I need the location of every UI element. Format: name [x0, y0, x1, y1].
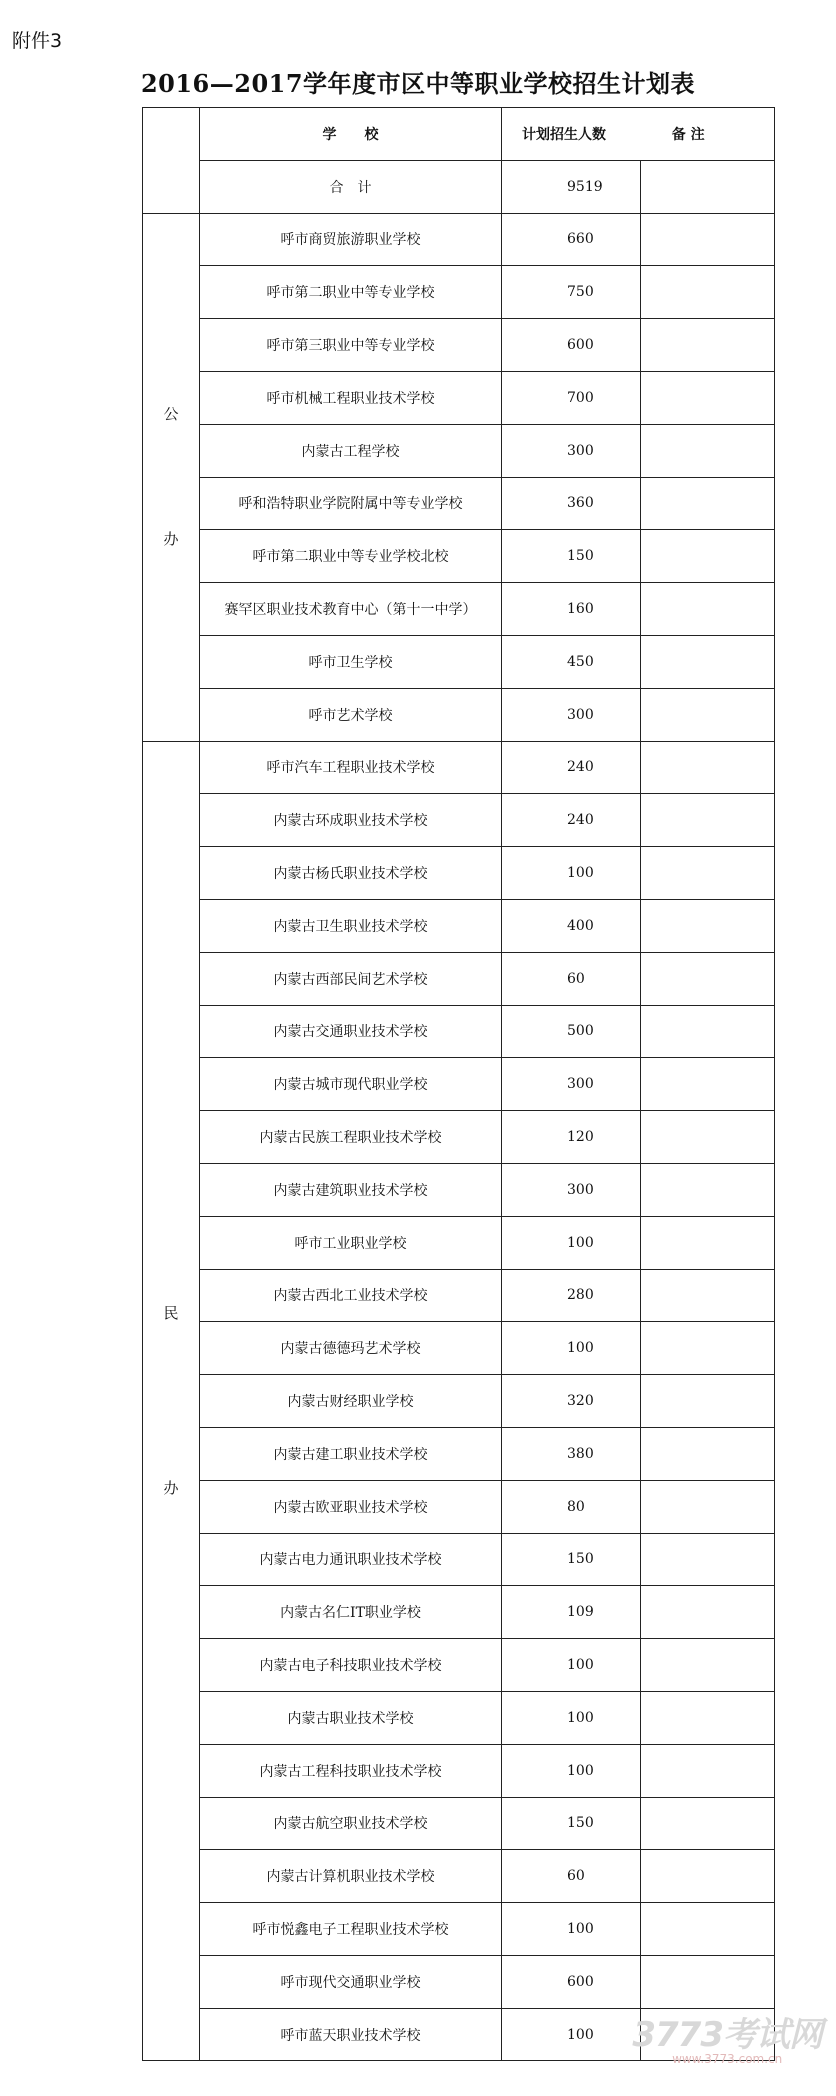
school-name-cell: 呼市第三职业中等专业学校 [200, 319, 502, 372]
plan-count-cell: 100 [502, 1903, 641, 1956]
plan-count-cell: 400 [502, 899, 641, 952]
plan-count-cell: 100 [502, 1216, 641, 1269]
table-row [143, 1058, 775, 1111]
note-cell [641, 1375, 775, 1428]
plan-count-cell: 109 [502, 1586, 641, 1639]
plan-count-cell: 380 [502, 1427, 641, 1480]
note-cell [641, 899, 775, 952]
table-row [143, 1216, 775, 1269]
table-row [143, 1269, 775, 1322]
table-row [143, 266, 775, 319]
plan-count-cell: 750 [502, 266, 641, 319]
header-category-cell [143, 108, 200, 214]
table-row [143, 899, 775, 952]
table-row [143, 1480, 775, 1533]
total-note [641, 160, 775, 213]
note-cell [641, 1903, 775, 1956]
plan-count-cell: 600 [502, 1955, 641, 2008]
note-cell [641, 952, 775, 1005]
table-row [143, 424, 775, 477]
plan-count-cell: 100 [502, 847, 641, 900]
note-cell [641, 1058, 775, 1111]
school-name-cell: 内蒙古建筑职业技术学校 [200, 1163, 502, 1216]
private-category-char-1: 民 [163, 1304, 179, 1323]
school-name-cell: 赛罕区职业技术教育中心（第十一中学） [200, 583, 502, 636]
table-row [143, 1850, 775, 1903]
school-name-cell: 内蒙古建工职业技术学校 [200, 1427, 502, 1480]
school-name-cell: 内蒙古城市现代职业学校 [200, 1058, 502, 1111]
table-row [143, 1111, 775, 1164]
plan-count-cell: 100 [502, 2008, 641, 2061]
plan-count-cell: 300 [502, 688, 641, 741]
table-row [143, 847, 775, 900]
school-name-cell: 呼市卫生学校 [200, 635, 502, 688]
school-name-cell: 呼和浩特职业学院附属中等专业学校 [200, 477, 502, 530]
plan-count-cell: 700 [502, 371, 641, 424]
school-name-cell: 内蒙古环成职业技术学校 [200, 794, 502, 847]
note-cell [641, 477, 775, 530]
table-row [143, 1744, 775, 1797]
watermark-url: www.3773.com.cn [672, 2052, 783, 2066]
private-category-cell [143, 741, 200, 2061]
table-row [143, 371, 775, 424]
note-cell [641, 371, 775, 424]
plan-count-cell: 60 [502, 1850, 641, 1903]
table-row [143, 1533, 775, 1586]
watermark-logo: 3773考试网 [632, 2015, 822, 2055]
note-cell [641, 1850, 775, 1903]
table-row [143, 1955, 775, 2008]
table-row [143, 1797, 775, 1850]
plan-count-cell: 660 [502, 213, 641, 266]
plan-count-cell: 280 [502, 1269, 641, 1322]
school-name-cell: 呼市艺术学校 [200, 688, 502, 741]
table-row [143, 477, 775, 530]
plan-count-cell: 80 [502, 1480, 641, 1533]
note-cell [641, 1216, 775, 1269]
total-value: 9519 [502, 160, 641, 213]
plan-count-cell: 240 [502, 794, 641, 847]
header-plan-note [502, 108, 775, 161]
table-row [143, 1375, 775, 1428]
table-row [143, 952, 775, 1005]
school-name-cell: 呼市商贸旅游职业学校 [200, 213, 502, 266]
note-cell [641, 847, 775, 900]
school-name-cell: 内蒙古财经职业学校 [200, 1375, 502, 1428]
school-name-cell: 内蒙古西北工业技术学校 [200, 1269, 502, 1322]
table-row [143, 688, 775, 741]
school-name-cell: 内蒙古工程学校 [200, 424, 502, 477]
school-name-cell: 呼市悦鑫电子工程职业技术学校 [200, 1903, 502, 1956]
plan-count-cell: 100 [502, 1322, 641, 1375]
note-cell [641, 635, 775, 688]
note-cell [641, 530, 775, 583]
note-cell [641, 1955, 775, 2008]
school-name-cell: 内蒙古计算机职业技术学校 [200, 1850, 502, 1903]
note-cell [641, 1691, 775, 1744]
plan-count-cell: 150 [502, 1797, 641, 1850]
note-cell [641, 583, 775, 636]
plan-count-cell: 320 [502, 1375, 641, 1428]
table-row [143, 1163, 775, 1216]
note-cell [641, 1427, 775, 1480]
plan-count-cell: 300 [502, 1163, 641, 1216]
plan-count-cell: 150 [502, 530, 641, 583]
school-name-cell: 呼市蓝天职业技术学校 [200, 2008, 502, 2061]
plan-count-cell: 120 [502, 1111, 641, 1164]
note-cell [641, 1639, 775, 1692]
plan-count-cell: 100 [502, 1639, 641, 1692]
plan-count-cell: 450 [502, 635, 641, 688]
plan-count-cell: 500 [502, 1005, 641, 1058]
note-cell [641, 1111, 775, 1164]
note-cell [641, 319, 775, 372]
plan-count-cell: 240 [502, 741, 641, 794]
school-name-cell: 呼市机械工程职业技术学校 [200, 371, 502, 424]
total-label: 合 计 [200, 160, 502, 213]
school-name-cell: 内蒙古工程科技职业技术学校 [200, 1744, 502, 1797]
table-row [143, 1639, 775, 1692]
note-cell [641, 213, 775, 266]
plan-count-cell: 300 [502, 1058, 641, 1111]
plan-count-cell: 100 [502, 1691, 641, 1744]
note-cell [641, 1005, 775, 1058]
header-note: 备 注 [671, 126, 705, 143]
plan-count-cell: 600 [502, 319, 641, 372]
table-row [143, 213, 775, 266]
plan-count-cell: 360 [502, 477, 641, 530]
public-category-cell [143, 213, 200, 741]
school-name-cell: 呼市现代交通职业学校 [200, 1955, 502, 2008]
plan-count-cell: 60 [502, 952, 641, 1005]
note-cell [641, 424, 775, 477]
table-row [143, 1586, 775, 1639]
school-name-cell: 呼市第二职业中等专业学校北校 [200, 530, 502, 583]
public-category-char-2: 办 [163, 530, 179, 549]
enrollment-plan-table [142, 107, 775, 2061]
note-cell [641, 688, 775, 741]
school-name-cell: 内蒙古杨氏职业技术学校 [200, 847, 502, 900]
table-row [143, 530, 775, 583]
table-row [143, 583, 775, 636]
public-category-char-1: 公 [163, 405, 179, 424]
note-cell [641, 1744, 775, 1797]
table-row [143, 1903, 775, 1956]
header-plan: 计划招生人数 [522, 126, 606, 143]
header-school: 学 校 [200, 108, 502, 161]
school-name-cell: 内蒙古欧亚职业技术学校 [200, 1480, 502, 1533]
watermark [632, 2007, 822, 2066]
attachment-label: 附件3 [12, 30, 63, 52]
school-name-cell: 内蒙古名仁IT职业学校 [200, 1586, 502, 1639]
header-row [143, 108, 775, 161]
school-name-cell: 内蒙古西部民间艺术学校 [200, 952, 502, 1005]
table-row [143, 1427, 775, 1480]
school-name-cell: 内蒙古航空职业技术学校 [200, 1797, 502, 1850]
total-row [143, 160, 775, 213]
table-row [143, 1005, 775, 1058]
note-cell [641, 1586, 775, 1639]
school-name-cell: 内蒙古职业技术学校 [200, 1691, 502, 1744]
private-category-char-2: 办 [163, 1479, 179, 1498]
school-name-cell: 呼市工业职业学校 [200, 1216, 502, 1269]
plan-count-cell: 160 [502, 583, 641, 636]
school-name-cell: 内蒙古德德玛艺术学校 [200, 1322, 502, 1375]
note-cell [641, 266, 775, 319]
plan-count-cell: 300 [502, 424, 641, 477]
table-row [143, 1691, 775, 1744]
school-name-cell: 呼市第二职业中等专业学校 [200, 266, 502, 319]
note-cell [641, 1480, 775, 1533]
note-cell [641, 741, 775, 794]
table-row [143, 794, 775, 847]
note-cell [641, 794, 775, 847]
table-row [143, 319, 775, 372]
plan-count-cell: 100 [502, 1744, 641, 1797]
table-row [143, 635, 775, 688]
school-name-cell: 内蒙古电子科技职业技术学校 [200, 1639, 502, 1692]
note-cell [641, 1322, 775, 1375]
note-cell [641, 1163, 775, 1216]
school-name-cell: 内蒙古民族工程职业技术学校 [200, 1111, 502, 1164]
school-name-cell: 内蒙古卫生职业技术学校 [200, 899, 502, 952]
school-name-cell: 内蒙古交通职业技术学校 [200, 1005, 502, 1058]
note-cell [641, 1797, 775, 1850]
table-row [143, 1322, 775, 1375]
table-row [143, 741, 775, 794]
school-name-cell: 内蒙古电力通讯职业技术学校 [200, 1533, 502, 1586]
note-cell [641, 1269, 775, 1322]
plan-count-cell: 150 [502, 1533, 641, 1586]
note-cell [641, 1533, 775, 1586]
page-title: 2016—2017学年度市区中等职业学校招生计划表 [140, 69, 696, 98]
school-name-cell: 呼市汽车工程职业技术学校 [200, 741, 502, 794]
